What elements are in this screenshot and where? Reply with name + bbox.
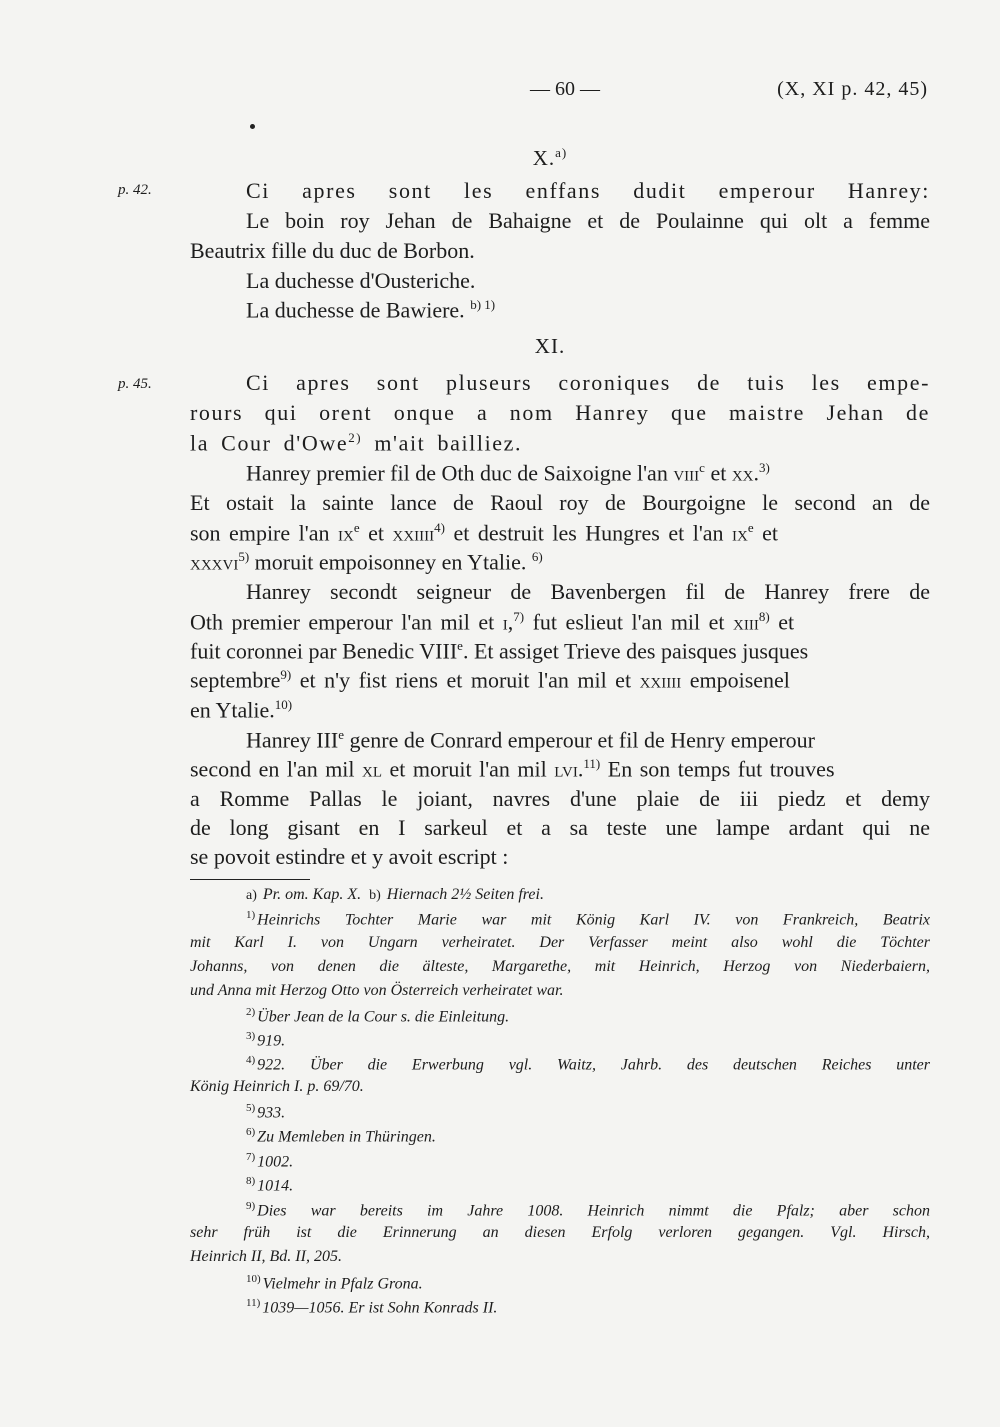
xi-p2-line-1: Hanrey premier fil de Oth duc de Saixoigne l'an viii$^c$ et xx.$^{3)}$ (246, 460, 770, 486)
xi-p3-line-2: Oth premier emperour l'an mil et i,$^{7)}$ fut eslieut l'an mil et xiii$^{8)}$ et (190, 609, 795, 635)
footnote-8: $^{8)}$ 1014. (246, 1175, 294, 1195)
footnote-9-line-2: sehr früh ist die Erinnerung an diesen Erfolg verloren gegangen. Vgl. Hirsch, (190, 1224, 930, 1241)
section-x-line-3: Beautrix fille du duc de Borbon. (190, 238, 475, 263)
section-reference: (X, XI p. 42, 45) (777, 78, 928, 100)
xi-p1-line-2: rours qui orent onque a nom Hanrey que maistre Jehan de (190, 400, 930, 425)
xi-p2-line-4: xxxvi$^{5)}$ moruit empoisonney en Ytalie. $^{6)}$ (190, 549, 543, 575)
xi-p3-line-1: Hanrey secondt seigneur de Bavenbergen fil de Hanrey frere de (246, 579, 930, 604)
xi-p4-line-3: a Romme Pallas le joiant, navres d'une plaie de iii piedz et demy (190, 786, 930, 811)
footnote-divider (190, 879, 310, 880)
section-x-heading: X.$^{a)}$ (532, 145, 568, 170)
footnote-6: $^{6)}$ Zu Memleben in Thüringen. (246, 1126, 436, 1146)
footnote-1-line-1: $^{1)}$ Heinrichs Tochter Marie war mit König Karl IV. von Frankreich, Beatrix (246, 909, 930, 929)
xi-p2-line-2: Et ostait la sainte lance de Raoul roy de Bourgoigne le second an de (190, 490, 930, 515)
footnote-3: $^{3)}$ 919. (246, 1030, 286, 1050)
xi-p3-line-4: septembre$^{9)}$ et n'y fist riens et moruit l'an mil et xxiiii empoisenel (190, 667, 790, 693)
footnote-9-line-1: $^{9)}$ Dies war bereits im Jahre 1008. Heinrich nimmt die Pfalz; aber schon (246, 1200, 930, 1220)
xi-p4-line-1: Hanrey IIIe genre de Conrard emperour et fil de Henry emperour (246, 727, 815, 753)
xi-p4-line-2: second en l'an mil xl et moruit l'an mil lvi.$^{11)}$ En son temps fut trouves (190, 756, 835, 782)
footnote-1-line-3: Johanns, von denen die älteste, Margarethe, mit Heinrich, Herzog von Niederbaiern, (190, 958, 930, 975)
footnote-4-line-2: König Heinrich I. p. 69/70. (190, 1078, 364, 1095)
xi-p2-line-3: son empire l'an $ix^e$ et xxiiii$^{4)}$ et destruit les Hungres et l'an $ix^e$ et (190, 520, 779, 546)
xi-p1-line-3: la Cour d'Owe$^{2)}$ m'ait bailliez. (190, 430, 523, 456)
xi-p4-line-4: de long gisant en I sarkeul et a sa teste une lampe ardant qui ne (190, 815, 930, 840)
footnote-7: $^{7)}$ 1002. (246, 1151, 294, 1171)
footnote-9-line-3: Heinrich II, Bd. II, 205. (190, 1248, 342, 1265)
footnote-11: $^{11)}$ 1039—1056. Er ist Sohn Konrads II. (246, 1297, 498, 1317)
section-x-line-4: La duchesse d'Ousteriche. (246, 268, 476, 293)
footnote-5: $^{5)}$ 933. (246, 1102, 286, 1122)
section-x-line-1: Ci apres sont les enffans dudit emperour Hanrey: (246, 178, 930, 203)
margin-ref-p42: p. 42. (118, 182, 152, 198)
xi-p3-line-3: fuit coronnei par Benedic VIIIe. Et assiget Trieve des paisques jusques (190, 638, 809, 664)
footnote-a-b: a) Pr. om. Kap. X. b) Hiernach 2½ Seiten frei. (246, 886, 544, 903)
margin-ref-p45: p. 45. (118, 376, 152, 392)
xi-p4-line-5: se povoit estindre et y avoit escript : (190, 844, 509, 869)
page-number: — 60 — (530, 78, 600, 100)
footnote-4-line-1: $^{4)}$ 922. Über die Erwerbung vgl. Waitz, Jahrb. des deutschen Reiches unter (246, 1054, 930, 1074)
xi-p1-line-1: Ci apres sont pluseurs coroniques de tuis les empe- (246, 370, 930, 395)
footnote-1-line-2: mit Karl I. von Ungarn verheiratet. Der Verfasser meint also wohl die Töchter (190, 934, 930, 951)
print-dot (250, 124, 255, 129)
footnote-2: $^{2)}$ Über Jean de la Cour s. die Einleitung. (246, 1006, 510, 1026)
section-x-line-2: Le boin roy Jehan de Bahaigne et de Poulainne qui olt a femme (246, 208, 930, 233)
footnote-10: $^{10)}$ Vielmehr in Pfalz Grona. (246, 1273, 423, 1293)
footnote-1-line-4: und Anna mit Herzog Otto von Österreich verheiratet war. (190, 982, 564, 999)
xi-p3-line-5: en Ytalie.$^{10)}$ (190, 697, 293, 723)
section-x-line-5: La duchesse de Bawiere. $^{b) 1)}$ (246, 297, 496, 323)
section-xi-heading: XI. (534, 334, 566, 358)
